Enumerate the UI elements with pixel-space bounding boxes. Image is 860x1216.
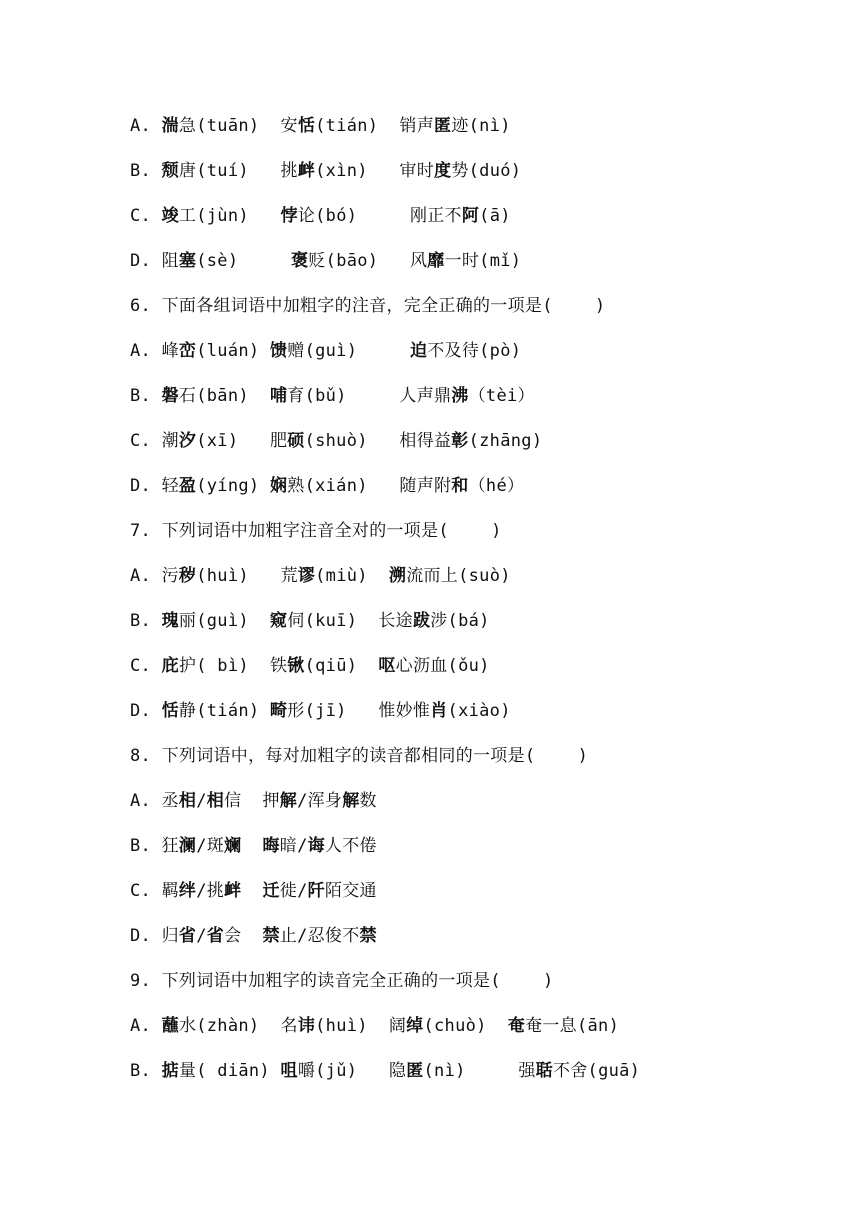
bold-character: 瑰 <box>161 611 179 631</box>
bold-character: 娴 <box>269 476 288 496</box>
text-segment: (xī) 肥 <box>196 431 288 451</box>
bold-character: 斓 <box>224 836 242 856</box>
bold-character: 肖 <box>430 701 448 721</box>
bold-character: 峦 <box>178 341 197 361</box>
bold-character: 竣 <box>161 206 179 226</box>
bold-character: 呕 <box>378 656 396 676</box>
q6-option-a <box>130 338 830 383</box>
bold-character: 省 <box>178 926 197 946</box>
text-segment: 奄一息(ān) <box>525 1016 620 1036</box>
text-segment: B. 狂 <box>130 836 179 856</box>
text-segment: B. <box>130 386 162 406</box>
bold-character: 禁 <box>359 926 377 946</box>
text-segment: D. <box>130 701 162 721</box>
text-segment: 护( bì) 铁 <box>178 656 288 676</box>
text-segment: D. 归 <box>130 926 179 946</box>
bold-character: 馈 <box>269 341 288 361</box>
bold-character: 秽 <box>178 566 197 586</box>
bold-character: 磐 <box>161 386 179 406</box>
bold-character: 盈 <box>178 476 197 496</box>
q5-option-c <box>130 203 830 248</box>
text-segment <box>241 881 262 901</box>
text-segment: (luán) <box>196 341 270 361</box>
bold-character: 褒 <box>291 251 309 271</box>
bold-character: 汐 <box>178 431 197 451</box>
bold-character: 塞 <box>178 251 197 271</box>
q6-option-d <box>130 473 830 518</box>
q6-question <box>130 293 830 338</box>
bold-character: 禁 <box>262 926 280 946</box>
text-segment: 贬(bāo) 风 <box>308 251 428 271</box>
text-segment: 急(tuān) 安 <box>178 116 298 136</box>
text-segment: D. 阻 <box>130 251 179 271</box>
text-segment: 陌交通 <box>324 881 377 901</box>
text-segment: (xiào) <box>447 701 511 721</box>
bold-character: 靡 <box>427 251 445 271</box>
bold-character: 锹 <box>287 656 305 676</box>
text-segment: 6. 下面各组词语中加粗字的注音，完全正确的一项是( ) <box>130 296 606 316</box>
bold-character: 和 <box>451 476 469 496</box>
bold-character: 奄 <box>507 1016 526 1036</box>
bold-character: 迁 <box>262 881 280 901</box>
text-segment: C. <box>130 206 162 226</box>
text-segment: 徙/ <box>279 881 308 901</box>
q6-option-c <box>130 428 830 473</box>
q9-option-a <box>130 1013 830 1058</box>
q5-option-b <box>130 158 830 203</box>
bold-character: 哺 <box>269 386 288 406</box>
text-segment: 嚼(jǔ) 隐 <box>297 1061 407 1081</box>
text-segment: 8. 下列词语中，每对加粗字的读音都相同的一项是( ) <box>130 746 589 766</box>
text-segment: /斑 <box>196 836 225 856</box>
text-segment: (shuò) 相得益 <box>304 431 452 451</box>
text-segment: 唐(tuí) 挑 <box>178 161 298 181</box>
text-segment: (nì) 强 <box>423 1061 536 1081</box>
q9-question <box>130 968 830 1013</box>
text-segment: 暗/ <box>279 836 308 856</box>
q7-option-a <box>130 563 830 608</box>
bold-character: 解 <box>342 791 360 811</box>
text-segment: 涉(bá) <box>430 611 490 631</box>
bold-character: 谬 <box>297 566 316 586</box>
bold-character: 悖 <box>280 206 298 226</box>
text-segment: / <box>196 926 207 946</box>
text-segment: /挑 <box>196 881 225 901</box>
text-segment: （tèi） <box>468 386 535 406</box>
q8-option-d <box>130 923 830 968</box>
bold-character: 掂 <box>161 1061 179 1081</box>
text-segment: 不及待(pò) <box>427 341 522 361</box>
text-segment: C. <box>130 656 162 676</box>
bold-character: 阡 <box>307 881 325 901</box>
text-segment: (ā) <box>479 206 511 226</box>
text-segment: 赠(guì) <box>287 341 410 361</box>
text-segment: 7. 下列词语中加粗字注音全对的一项是( ) <box>130 521 502 541</box>
bold-character: 迫 <box>409 341 428 361</box>
bold-character: 绰 <box>406 1016 424 1036</box>
bold-character: 晦 <box>262 836 280 856</box>
q9-option-b <box>130 1058 830 1103</box>
bold-character: 度 <box>434 161 452 181</box>
q7-option-d <box>130 698 830 743</box>
bold-character: 庇 <box>161 656 179 676</box>
bold-character: 溯 <box>388 566 407 586</box>
q5-option-d <box>130 248 830 293</box>
text-segment: (chuò) <box>423 1016 508 1036</box>
text-segment: 人不倦 <box>324 836 377 856</box>
text-segment: （hé） <box>468 476 525 496</box>
text-segment: D. 轻 <box>130 476 179 496</box>
text-segment: 会 <box>224 926 263 946</box>
text-segment: A. <box>130 116 162 136</box>
bold-character: 绊 <box>178 881 197 901</box>
text-segment: 心沥血(ǒu) <box>395 656 490 676</box>
q7-option-b <box>130 608 830 653</box>
text-segment: (zhāng) <box>468 431 543 451</box>
text-segment: B. <box>130 1061 162 1081</box>
q6-option-b <box>130 383 830 428</box>
text-segment: 9. 下列词语中加粗字的读音完全正确的一项是( ) <box>130 971 554 991</box>
bold-character: 湍 <box>161 116 179 136</box>
bold-character: 硕 <box>287 431 305 451</box>
bold-character: 聒 <box>535 1061 553 1081</box>
bold-character: 解 <box>279 791 298 811</box>
bold-character: 讳 <box>297 1016 316 1036</box>
q8-option-a <box>130 788 830 833</box>
text-segment: 论(bó) 刚正不 <box>297 206 462 226</box>
bold-character: 匿 <box>434 116 452 136</box>
text-segment: 伺(kuī) 长途 <box>287 611 413 631</box>
q7-option-c <box>130 653 830 698</box>
bold-character: 颓 <box>161 161 179 181</box>
bold-character: 阿 <box>461 206 480 226</box>
bold-character: 恬 <box>297 116 316 136</box>
text-segment: A. 污 <box>130 566 179 586</box>
text-segment: 熟(xián) 随声附 <box>287 476 452 496</box>
bold-character: 咀 <box>280 1061 298 1081</box>
text-segment: /浑身 <box>297 791 343 811</box>
text-segment: / <box>196 791 207 811</box>
text-segment <box>241 836 262 856</box>
text-segment: 静(tián) <box>178 701 270 721</box>
text-segment: A. 丞 <box>130 791 179 811</box>
bold-character: 匿 <box>406 1061 424 1081</box>
text-segment: (miù) <box>315 566 389 586</box>
bold-character: 跋 <box>412 611 431 631</box>
text-segment: 丽(guì) <box>178 611 270 631</box>
text-segment: 止/忍俊不 <box>279 926 360 946</box>
text-segment: (yíng) <box>196 476 270 496</box>
text-segment: 信 押 <box>224 791 280 811</box>
bold-character: 彰 <box>451 431 469 451</box>
text-segment: A. <box>130 1016 162 1036</box>
text-segment: (huì) 阔 <box>315 1016 407 1036</box>
bold-character: 蘸 <box>161 1016 179 1036</box>
text-segment: (tián) 销声 <box>315 116 435 136</box>
text-segment: 工(jùn) <box>178 206 281 226</box>
text-segment: (sè) <box>196 251 292 271</box>
bold-character: 恬 <box>161 701 179 721</box>
text-segment: 育(bǔ) 人声鼎 <box>287 386 452 406</box>
q8-option-b <box>130 833 830 878</box>
text-segment: 迹(nì) <box>451 116 511 136</box>
text-segment: 形(jī) 惟妙惟 <box>287 701 431 721</box>
bold-character: 衅 <box>224 881 242 901</box>
q5-option-a <box>130 113 830 158</box>
text-segment: 石(bān) <box>178 386 270 406</box>
q8-question <box>130 743 830 788</box>
text-segment: 量( diān) <box>178 1061 281 1081</box>
bold-character: 窥 <box>269 611 288 631</box>
worksheet-page <box>130 113 830 1103</box>
bold-character: 澜 <box>178 836 197 856</box>
text-segment: (huì) 荒 <box>196 566 298 586</box>
bold-character: 沸 <box>451 386 469 406</box>
text-segment: A. 峰 <box>130 341 179 361</box>
q8-option-c <box>130 878 830 923</box>
text-segment: 水(zhàn) 名 <box>178 1016 298 1036</box>
text-segment: (qiū) <box>304 656 379 676</box>
text-segment: C. 潮 <box>130 431 179 451</box>
text-segment: 数 <box>359 791 377 811</box>
bold-character: 衅 <box>297 161 316 181</box>
text-segment: 不舍(guā) <box>552 1061 641 1081</box>
bold-character: 诲 <box>307 836 325 856</box>
text-segment: C. 羁 <box>130 881 179 901</box>
text-segment: B. <box>130 611 162 631</box>
bold-character: 畸 <box>269 701 288 721</box>
text-segment: 一时(mǐ) <box>444 251 522 271</box>
q7-question <box>130 518 830 563</box>
text-segment: 势(duó) <box>451 161 522 181</box>
bold-character: 省 <box>206 926 225 946</box>
bold-character: 相 <box>178 791 197 811</box>
text-segment: 流而上(suò) <box>406 566 511 586</box>
text-segment: (xìn) 审时 <box>315 161 435 181</box>
text-segment: B. <box>130 161 162 181</box>
bold-character: 相 <box>206 791 225 811</box>
